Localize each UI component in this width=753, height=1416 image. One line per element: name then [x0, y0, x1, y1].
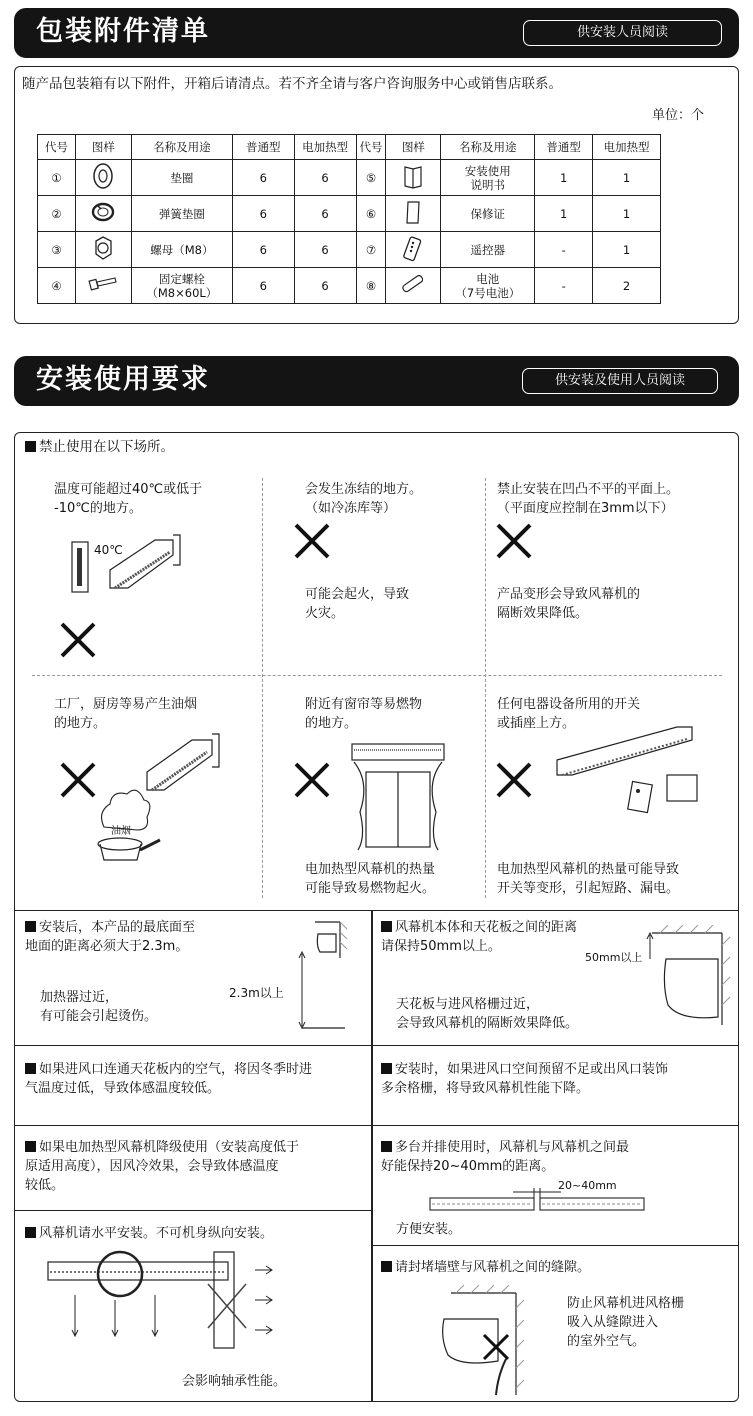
- cell-heater: 6: [294, 196, 356, 232]
- cell-code: ⑥: [356, 196, 386, 232]
- note-height-title: 安装后，本产品的最底面至 地面的距离必须大于2.3m。: [25, 920, 196, 954]
- cell-code: ②: [38, 196, 76, 232]
- cell-standard: 6: [232, 160, 294, 196]
- cell-name: 遥控器: [441, 232, 535, 268]
- section-title: 安装使用要求: [36, 364, 210, 395]
- manual-icon: [386, 160, 441, 196]
- col-header: 图样: [75, 135, 131, 160]
- section-header-requirements: [14, 356, 739, 406]
- col-header: 图样: [386, 135, 441, 160]
- table-row: [38, 160, 661, 196]
- col-header: 名称及用途: [441, 135, 535, 160]
- note-horizontal-tail: 会影响轴承性能。: [182, 1374, 287, 1389]
- cell-standard: 6: [232, 268, 294, 304]
- note-ceiling-warning: 天花板与进风格栅过近， 会导致风幕机的隔断效果降低。: [396, 997, 579, 1031]
- unit-label: 单位：个: [652, 108, 705, 123]
- cell-heater: 1: [593, 196, 661, 232]
- reader-badge: 供安装人员阅读: [523, 20, 722, 46]
- ceiling-dimension-label: 50mm以上: [585, 951, 643, 964]
- cell-code: ⑧: [356, 268, 386, 304]
- table-row: [38, 232, 661, 268]
- thermometer-heater-illustration: [70, 530, 190, 614]
- cell-heater: 1: [593, 160, 661, 196]
- col-header: 代号: [356, 135, 386, 160]
- forbidden-cell-consequence: 电加热型风幕机的热量 可能导致易燃物起火。: [305, 862, 436, 896]
- grid-divider: [262, 478, 263, 898]
- notes-divider: [371, 910, 373, 1402]
- cell-name: 弹簧垫圈: [131, 196, 232, 232]
- section-title: 包装附件清单: [36, 16, 210, 47]
- notes-divider: [371, 1245, 739, 1246]
- table-row: [38, 268, 661, 304]
- cell-code: ⑤: [356, 160, 386, 196]
- section-header-accessories: [14, 8, 739, 58]
- forbidden-cell-consequence: 产品变形会导致风幕机的 隔断效果降低。: [497, 587, 641, 621]
- smoke-label: 油烟: [111, 826, 131, 837]
- table-header-row: [38, 135, 661, 160]
- remote-control-icon: [386, 232, 441, 268]
- note-ceiling-title: 风幕机本体和天花板之间的距离 请保持50mm以上。: [381, 920, 578, 954]
- notes-divider: [14, 1210, 371, 1211]
- side-by-side-diagram: [428, 1188, 648, 1222]
- note-ceiling-air: 如果进风口连通天花板内的空气，将因冬季时进 气温度过低，导致体感温度较低。: [25, 1062, 313, 1096]
- col-header: 电加热型: [593, 135, 661, 160]
- col-header: 普通型: [232, 135, 294, 160]
- prohibited-x-icon: [58, 620, 98, 660]
- temperature-label: 40℃: [94, 543, 123, 557]
- cell-code: ①: [38, 160, 76, 196]
- ceiling-diagram: [640, 925, 735, 1034]
- cell-code: ⑦: [356, 232, 386, 268]
- col-header: 名称及用途: [131, 135, 232, 160]
- cell-name: 电池 （7号电池）: [441, 268, 535, 304]
- forbidden-cell-text: 附近有窗帘等易燃物 的地方。: [305, 697, 423, 731]
- cell-code: ④: [38, 268, 76, 304]
- grid-divider: [32, 675, 722, 676]
- curtain-window-illustration: [348, 742, 448, 856]
- accessories-table: [37, 134, 661, 304]
- note-seal: 请封堵墙壁与风幕机之间的缝隙。: [381, 1258, 590, 1277]
- cell-standard: 1: [535, 160, 593, 196]
- note-multi-tail: 方便安装。: [396, 1222, 462, 1237]
- prohibited-x-icon: [292, 521, 332, 561]
- kitchen-smoke-illustration: [92, 722, 227, 871]
- cell-standard: -: [535, 268, 593, 304]
- prohibited-x-icon: [494, 760, 534, 800]
- notes-divider: [14, 1125, 739, 1126]
- cell-standard: 6: [232, 196, 294, 232]
- seal-gap-diagram: [436, 1283, 541, 1402]
- bolt-icon: [75, 268, 131, 304]
- height-diagram: [290, 918, 350, 1037]
- prohibited-x-icon: [494, 521, 534, 561]
- warranty-card-icon: [386, 196, 441, 232]
- forbidden-cell-text: 温度可能超过40℃或低于 -10℃的地方。: [54, 482, 203, 516]
- cell-heater: 2: [593, 268, 661, 304]
- cell-name: 安装使用 说明书: [441, 160, 535, 196]
- gap-dimension-label: 20~40mm: [558, 1179, 617, 1192]
- cell-heater: 6: [294, 160, 356, 196]
- cell-code: ③: [38, 232, 76, 268]
- cell-name: 垫圈: [131, 160, 232, 196]
- forbidden-cell-text: 任何电器设备所用的开关 或插座上方。: [497, 697, 641, 731]
- cell-heater: 6: [294, 232, 356, 268]
- forbidden-cell-text: 会发生冻结的地方。 （如冷冻库等）: [305, 482, 423, 516]
- table-row: [38, 196, 661, 232]
- reader-badge: 供安装及使用人员阅读: [522, 368, 718, 394]
- grid-divider: [485, 478, 486, 898]
- forbidden-cell-text: 工厂，厨房等易产生油烟 的地方。: [54, 697, 198, 731]
- cell-standard: 1: [535, 196, 593, 232]
- col-header: 代号: [38, 135, 76, 160]
- col-header: 电加热型: [294, 135, 356, 160]
- col-header: 普通型: [535, 135, 593, 160]
- forbidden-heading: 禁止使用在以下场所。: [25, 438, 174, 457]
- horizontal-install-diagram: [40, 1250, 290, 1354]
- cell-heater: 1: [593, 232, 661, 268]
- cell-standard: 6: [232, 232, 294, 268]
- cell-name: 螺母（M8）: [131, 232, 232, 268]
- forbidden-cell-text: 禁止安装在凹凸不平的平面上。 （平面度应控制在3mm以下）: [497, 482, 680, 516]
- battery-icon: [386, 268, 441, 304]
- note-lower-install: 如果电加热型风幕机降级使用（安装高度低于 原适用高度），因风冷效果，会导致体感温度 较低。: [25, 1140, 300, 1193]
- cell-standard: -: [535, 232, 593, 268]
- note-seal-description: 防止风幕机进风格栅 吸入从缝隙进入 的室外空气。: [567, 1296, 685, 1349]
- forbidden-cell-consequence: 电加热型风幕机的热量可能导致 开关等变形，引起短路、漏电。: [497, 862, 680, 896]
- cell-heater: 6: [294, 268, 356, 304]
- cell-name: 保修证: [441, 196, 535, 232]
- note-multi-units: 多台并排使用时，风幕机与风幕机之间最 好能保持20~40mm的距离。: [381, 1140, 630, 1174]
- accessories-intro: 随产品包装箱有以下附件，开箱后请清点。若不齐全请与客户咨询服务中心或销售店联系。: [22, 76, 562, 92]
- note-horizontal: 风幕机请水平安装。不可机身纵向安装。: [25, 1224, 273, 1243]
- note-space: 安装时，如果进风口空间预留不足或出风口装饰 多余格栅，将导致风幕机性能下降。: [381, 1062, 669, 1096]
- height-dimension-label: 2.3m以上: [229, 986, 284, 1000]
- cell-name: 固定螺栓 （M8×60L）: [131, 268, 232, 304]
- prohibited-x-icon: [292, 760, 332, 800]
- notes-divider: [14, 1045, 739, 1046]
- forbidden-cell-consequence: 可能会起火，导致 火灾。: [305, 587, 410, 621]
- spring-washer-icon: [75, 196, 131, 232]
- hex-nut-icon: [75, 232, 131, 268]
- switch-socket-illustration: [552, 725, 702, 829]
- washer-icon: [75, 160, 131, 196]
- note-height-warning: 加热器过近， 有可能会引起烫伤。: [40, 990, 158, 1024]
